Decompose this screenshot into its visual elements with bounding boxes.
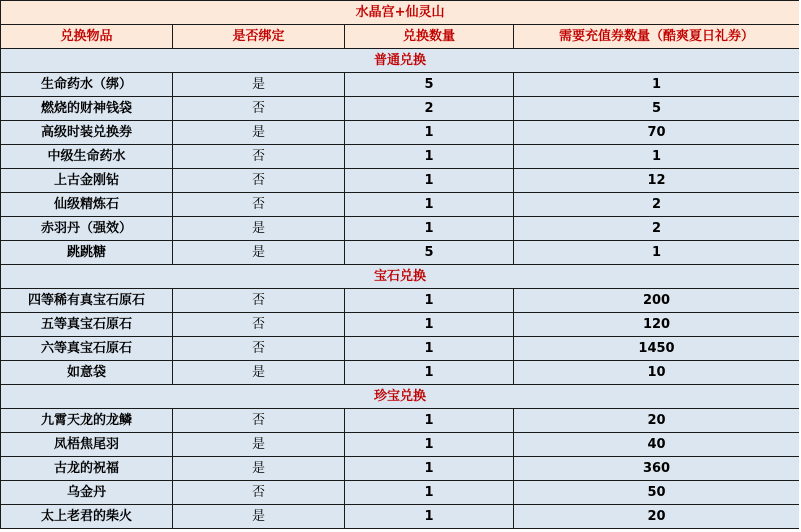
cell-bound: 是	[173, 505, 345, 529]
cell-item-name: 六等真宝石原石	[1, 337, 173, 361]
table-row	[1, 289, 800, 313]
table-title-row	[1, 1, 800, 25]
section-title: 宝石兑换	[1, 265, 800, 289]
cell-cost: 1	[514, 145, 800, 169]
cell-item-name: 高级时装兑换券	[1, 121, 173, 145]
cell-quantity: 1	[345, 505, 514, 529]
cell-cost: 200	[514, 289, 800, 313]
column-header-bound: 是否绑定	[173, 25, 345, 49]
cell-quantity: 1	[345, 313, 514, 337]
cell-item-name: 仙级精炼石	[1, 193, 173, 217]
cell-bound: 是	[173, 361, 345, 385]
cell-bound: 否	[173, 169, 345, 193]
column-header-item: 兑换物品	[1, 25, 173, 49]
table-row	[1, 313, 800, 337]
cell-item-name: 古龙的祝福	[1, 457, 173, 481]
cell-bound: 否	[173, 145, 345, 169]
cell-cost: 50	[514, 481, 800, 505]
table-row	[1, 169, 800, 193]
cell-bound: 否	[173, 97, 345, 121]
cell-quantity: 1	[345, 169, 514, 193]
cell-cost: 360	[514, 457, 800, 481]
cell-item-name: 凤梧焦尾羽	[1, 433, 173, 457]
cell-cost: 2	[514, 217, 800, 241]
cell-bound: 是	[173, 121, 345, 145]
table-row	[1, 337, 800, 361]
section-header-row	[1, 49, 800, 73]
cell-cost: 10	[514, 361, 800, 385]
cell-bound: 否	[173, 409, 345, 433]
column-header-quantity: 兑换数量	[345, 25, 514, 49]
section-title: 珍宝兑换	[1, 385, 800, 409]
cell-cost: 70	[514, 121, 800, 145]
cell-quantity: 1	[345, 481, 514, 505]
cell-cost: 120	[514, 313, 800, 337]
cell-quantity: 1	[345, 217, 514, 241]
cell-quantity: 1	[345, 361, 514, 385]
cell-item-name: 上古金刚钻	[1, 169, 173, 193]
cell-quantity: 1	[345, 457, 514, 481]
cell-item-name: 五等真宝石原石	[1, 313, 173, 337]
cell-quantity: 1	[345, 337, 514, 361]
cell-bound: 是	[173, 433, 345, 457]
cell-cost: 12	[514, 169, 800, 193]
table-title: 水晶宫+仙灵山	[1, 1, 800, 25]
table-row	[1, 433, 800, 457]
cell-item-name: 燃烧的财神钱袋	[1, 97, 173, 121]
table-row	[1, 241, 800, 265]
table-row	[1, 481, 800, 505]
cell-quantity: 2	[345, 97, 514, 121]
table-row	[1, 409, 800, 433]
cell-cost: 20	[514, 409, 800, 433]
section-header-row	[1, 385, 800, 409]
cell-quantity: 5	[345, 241, 514, 265]
cell-item-name: 太上老君的柴火	[1, 505, 173, 529]
cell-item-name: 乌金丹	[1, 481, 173, 505]
table-row	[1, 505, 800, 529]
cell-bound: 是	[173, 457, 345, 481]
cell-cost: 5	[514, 97, 800, 121]
cell-item-name: 跳跳糖	[1, 241, 173, 265]
cell-item-name: 九霄天龙的龙鳞	[1, 409, 173, 433]
table-row	[1, 97, 800, 121]
section-title: 普通兑换	[1, 49, 800, 73]
cell-item-name: 四等稀有真宝石原石	[1, 289, 173, 313]
cell-bound: 是	[173, 73, 345, 97]
cell-bound: 否	[173, 289, 345, 313]
cell-bound: 是	[173, 217, 345, 241]
cell-item-name: 中级生命药水	[1, 145, 173, 169]
cell-cost: 1	[514, 241, 800, 265]
cell-cost: 20	[514, 505, 800, 529]
table-row	[1, 193, 800, 217]
cell-bound: 否	[173, 481, 345, 505]
cell-item-name: 赤羽丹（强效）	[1, 217, 173, 241]
section-header-row	[1, 265, 800, 289]
cell-bound: 否	[173, 193, 345, 217]
cell-quantity: 1	[345, 433, 514, 457]
cell-bound: 是	[173, 241, 345, 265]
table-row	[1, 121, 800, 145]
cell-item-name: 生命药水（绑）	[1, 73, 173, 97]
cell-cost: 2	[514, 193, 800, 217]
cell-quantity: 1	[345, 289, 514, 313]
cell-quantity: 1	[345, 145, 514, 169]
cell-item-name: 如意袋	[1, 361, 173, 385]
cell-cost: 1450	[514, 337, 800, 361]
table-row	[1, 457, 800, 481]
cell-bound: 否	[173, 313, 345, 337]
cell-quantity: 1	[345, 121, 514, 145]
table-row	[1, 217, 800, 241]
cell-bound: 否	[173, 337, 345, 361]
table-row	[1, 361, 800, 385]
table-row	[1, 73, 800, 97]
cell-cost: 40	[514, 433, 800, 457]
cell-cost: 1	[514, 73, 800, 97]
exchange-table-body	[1, 1, 800, 529]
cell-quantity: 5	[345, 73, 514, 97]
cell-quantity: 1	[345, 193, 514, 217]
column-header-cost: 需要充值券数量（酷爽夏日礼券）	[514, 25, 800, 49]
table-row	[1, 145, 800, 169]
cell-quantity: 1	[345, 409, 514, 433]
table-header-row	[1, 25, 800, 49]
